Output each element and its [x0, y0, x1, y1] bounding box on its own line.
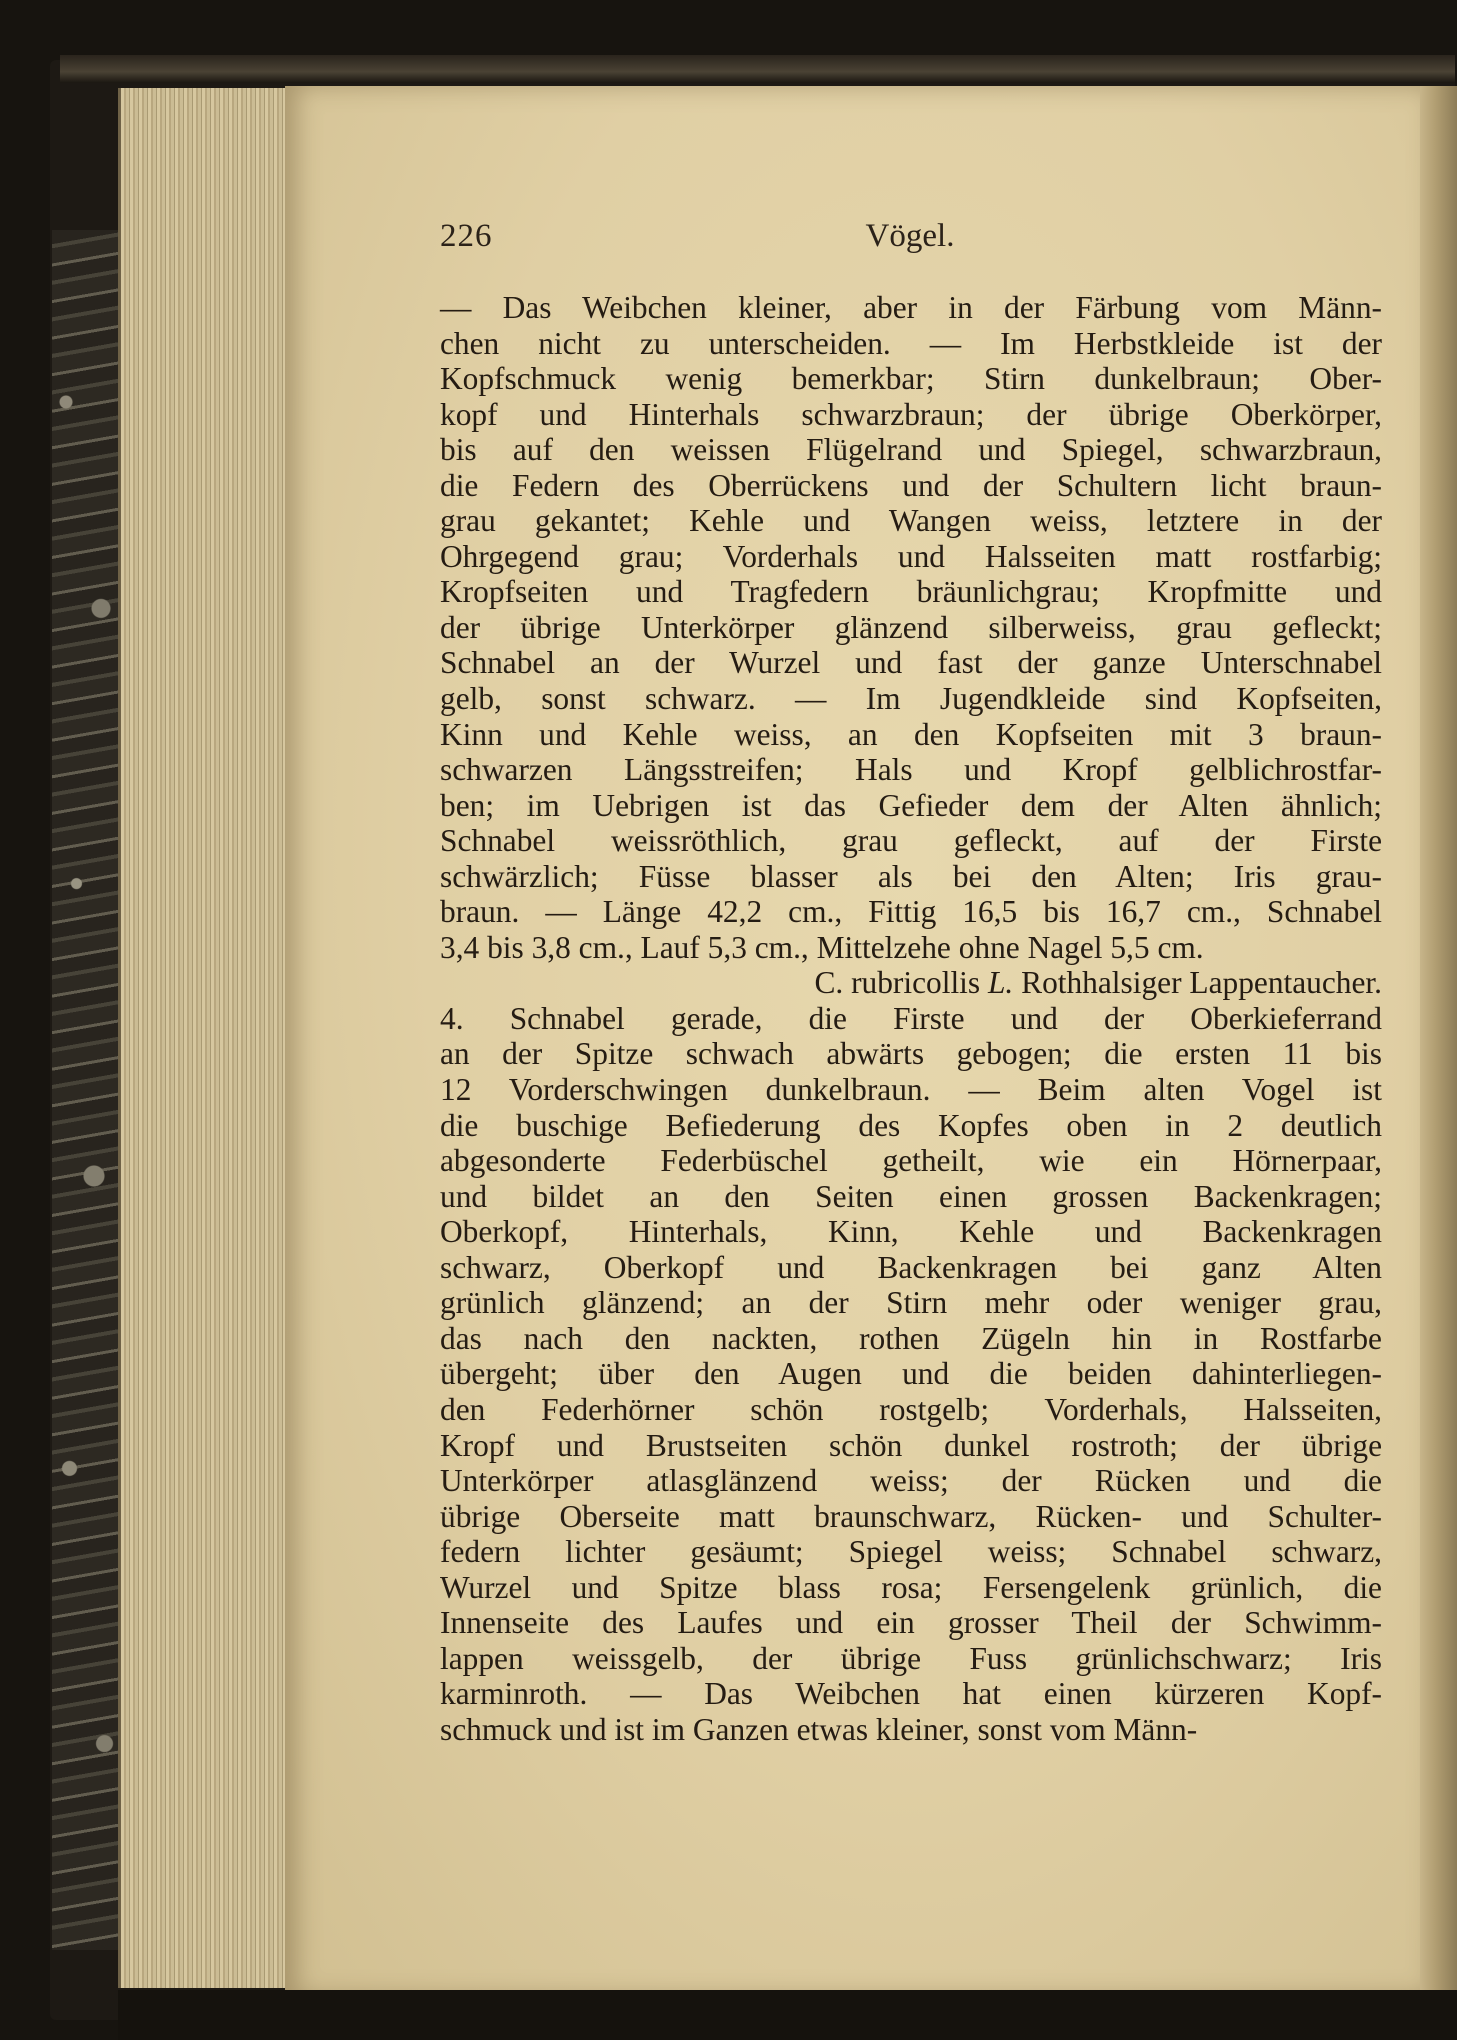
text-line: Ohrgegend grau; Vorderhals und Halsseiten matt rostfarbig; — [440, 538, 1382, 574]
text-line: grünlich glänzend; an der Stirn mehr oder weniger grau, — [440, 1285, 1382, 1321]
text-line: federn lichter gesäumt; Spiegel weiss; Schnabel schwarz, — [440, 1534, 1382, 1570]
text-line: an der Spitze schwach abwärts gebogen; die ersten 11 bis — [440, 1036, 1382, 1072]
text-line: die buschige Befiederung des Kopfes oben in 2 deutlich — [440, 1107, 1382, 1143]
text-line: gelb, sonst schwarz. — Im Jugendkleide sind Kopfseiten, — [440, 681, 1382, 717]
text-line: Kinn und Kehle weiss, an den Kopfseiten mit 3 braun- — [440, 716, 1382, 752]
text-line: und bildet an den Seiten einen grossen Backenkragen; — [440, 1178, 1382, 1214]
text-line: ben; im Uebrigen ist das Gefieder dem der Alten ähnlich; — [440, 787, 1382, 823]
text-line: grau gekantet; Kehle und Wangen weiss, letztere in der — [440, 503, 1382, 539]
text-line: 3,4 bis 3,8 cm., Lauf 5,3 cm., Mittelzehe ohne Nagel 5,5 cm. — [440, 929, 1204, 965]
text-line: Schnabel weissröthlich, grau gefleckt, auf der Firste — [440, 823, 1382, 859]
text-line: Oberkopf, Hinterhals, Kinn, Kehle und Backenkragen — [440, 1214, 1382, 1250]
text-line: Kropfseiten und Tragfedern bräunlichgrau; Kropfmitte und — [440, 574, 1382, 610]
text-line: schwarzen Längsstreifen; Hals und Kropf gelblichrostfar- — [440, 752, 1382, 788]
text-line: schwarz, Oberkopf und Backenkragen bei ganz Alten — [440, 1249, 1382, 1285]
background-bottom — [118, 1990, 1457, 2040]
text-line: das nach den nackten, rothen Zügeln hin in Rostfarbe — [440, 1320, 1382, 1356]
text-line: 12 Vorderschwingen dunkelbraun. — Beim alten Vogel ist — [440, 1072, 1382, 1108]
body-text — [440, 290, 1382, 1747]
text-line: übrige Oberseite matt braunschwarz, Rücken- und Schulter- — [440, 1498, 1382, 1534]
text-line: der übrige Unterkörper glänzend silberweiss, grau gefleckt; — [440, 609, 1382, 645]
facing-page-edge — [1420, 86, 1457, 1996]
text-line: lappen weissgelb, der übrige Fuss grünlichschwarz; Iris — [440, 1640, 1382, 1676]
text-line: C. rubricollis L. Rothhalsiger Lappentaucher. — [814, 965, 1382, 1001]
text-line: kopf und Hinterhals schwarzbraun; der übrige Oberkörper, — [440, 396, 1382, 432]
marbled-endpaper — [52, 230, 122, 1950]
text-line: chen nicht zu unterscheiden. — Im Herbstkleide ist der — [440, 325, 1382, 361]
text-line: bis auf den weissen Flügelrand und Spiegel, schwarzbraun, — [440, 432, 1382, 468]
text-line: — Das Weibchen kleiner, aber in der Färbung vom Männ- — [440, 290, 1382, 325]
page-number: 226 — [440, 218, 493, 254]
text-line: Innenseite des Laufes und ein grosser Theil der Schwimm- — [440, 1605, 1382, 1641]
text-line: karminroth. — Das Weibchen hat einen kürzeren Kopf- — [440, 1676, 1382, 1712]
text-line: schwärzlich; Füsse blasser als bei den Alten; Iris grau- — [440, 858, 1382, 894]
text-line: Unterkörper atlasglänzend weiss; der Rücken und die — [440, 1463, 1382, 1499]
cover-top-edge — [60, 55, 1455, 83]
running-header — [440, 218, 1380, 262]
page-edges — [118, 88, 291, 1988]
text-line: Wurzel und Spitze blass rosa; Fersengelenk grünlich, die — [440, 1569, 1382, 1605]
text-line: den Federhörner schön rostgelb; Vorderhals, Halsseiten, — [440, 1391, 1382, 1427]
page-title: Vögel. — [865, 218, 955, 254]
text-line: die Federn des Oberrückens und der Schultern licht braun- — [440, 467, 1382, 503]
text-line: Kopfschmuck wenig bemerkbar; Stirn dunkelbraun; Ober- — [440, 361, 1382, 397]
text-line: braun. — Länge 42,2 cm., Fittig 16,5 bis 16,7 cm., Schnabel — [440, 894, 1382, 930]
text-line: abgesonderte Federbüschel getheilt, wie ein Hörnerpaar, — [440, 1143, 1382, 1179]
text-line: Kropf und Brustseiten schön dunkel rostroth; der übrige — [440, 1427, 1382, 1463]
text-line: schmuck und ist im Ganzen etwas kleiner, sonst vom Männ- — [440, 1711, 1198, 1747]
text-line: 4. Schnabel gerade, die Firste und der Oberkieferrand — [440, 1000, 1382, 1036]
text-line: Schnabel an der Wurzel und fast der ganze Unterschnabel — [440, 645, 1382, 681]
text-line: übergeht; über den Augen und die beiden dahinterliegen- — [440, 1356, 1382, 1392]
